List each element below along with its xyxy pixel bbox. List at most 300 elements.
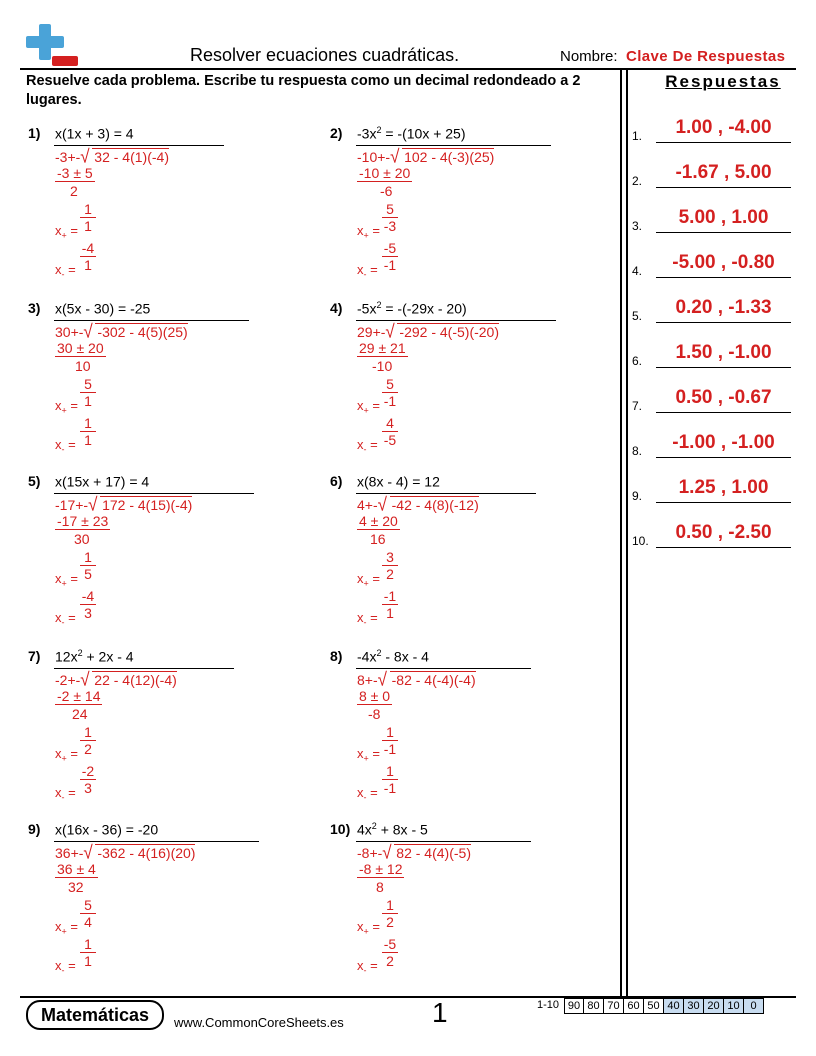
answer-number: 5. [632,309,643,323]
minus-sub: - [61,965,65,976]
numerator-line: 4 ± 20 [359,513,398,529]
problem-equation [55,648,134,665]
x-var: x [357,437,364,452]
quadratic-formula-line [357,322,499,342]
radicand: -42 - 4(8)(-12) [391,497,479,513]
name-value: Clave De Respuestas [626,48,786,65]
problem-number: 5) [28,473,41,489]
sqrt-icon: √ [88,494,98,515]
x-var: x [55,785,62,800]
answer-row [632,205,797,233]
equals-sign: = [64,610,76,625]
equals-sign: = [366,958,378,973]
eq-part: x(8x - 4) = 12 [357,473,440,490]
problem-number: 9) [28,821,41,837]
score-cell: 10 [724,998,744,1014]
numerator-line: -3 ± 5 [57,165,93,181]
answer-row [632,160,797,188]
equals-sign: = [64,958,76,973]
answer-row [632,250,797,278]
x-minus-fraction [80,588,96,621]
equals-sign: = [368,223,380,238]
minus-sub: - [363,792,367,803]
fraction-numerator: 3 [382,549,398,566]
x-plus-label [55,398,78,416]
x-plus-fraction [80,724,96,757]
fraction-numerator: -5 [383,240,397,256]
score-cell: 40 [664,998,684,1014]
answer-line [656,412,791,413]
x-minus-label [357,437,378,455]
plus-sub: + [363,230,369,241]
fraction-numerator: 5 [80,897,96,914]
score-cell: 50 [644,998,664,1014]
brand-badge: Matemáticas [26,1000,164,1030]
fraction-denominator: -1 [383,393,397,409]
problem-number: 2) [330,125,343,141]
radicand: 102 - 4(-3)(25) [404,149,495,165]
eq-part: - 8x - 4 [381,648,429,665]
equals-sign: = [64,262,76,277]
equals-sign: = [66,223,78,238]
equals-sign: = [66,919,78,934]
answer-row [632,340,797,368]
answer-value: 0.50 , -0.67 [675,387,772,408]
quadratic-formula-line [55,495,192,515]
x-minus-label [357,958,378,976]
numerator-line: -8 ± 12 [359,861,403,877]
sqrt-icon: √ [83,842,93,863]
fraction-denominator: 2 [84,741,92,757]
plus-sub: + [363,405,369,416]
equals-sign: = [66,746,78,761]
quadratic-formula-line [55,147,169,167]
problem [28,473,298,648]
quadratic-formula-line [357,495,479,515]
radicand: 172 - 4(15)(-4) [102,497,193,513]
answer-row [632,475,797,503]
fraction-denominator: 3 [84,780,92,796]
answer-row [632,430,797,458]
fraction-denominator: 1 [84,393,92,409]
radicand: -292 - 4(-5)(-20) [399,324,500,340]
score-cell: 20 [704,998,724,1014]
fraction-numerator: 4 [382,415,398,432]
fraction-numerator: -2 [81,763,95,779]
equals-sign: = [66,571,78,586]
answer-line [656,232,791,233]
fraction-numerator: 5 [80,376,96,393]
plus-sub: + [61,230,67,241]
fraction-numerator: 5 [382,201,398,218]
problem [28,821,298,996]
x-var: x [357,398,364,413]
answer-value: -1.67 , 5.00 [675,162,772,183]
column-divider [626,68,628,996]
eq-part: -4x [357,648,377,665]
problem [330,300,600,475]
x-var: x [55,262,62,277]
x-minus-fraction [80,415,96,448]
name-label: Nombre: [560,48,618,65]
minus-sub: - [363,965,367,976]
x-minus-fraction [382,763,398,796]
answer-line [656,277,791,278]
eq-exponent: 2 [376,300,382,310]
equals-sign: = [368,919,380,934]
answer-line [656,457,791,458]
fraction-numerator: 1 [382,724,398,741]
quadratic-formula-line [357,843,471,863]
x-var: x [357,571,364,586]
eq-part: + 2x - 4 [82,648,134,665]
plus-sub: + [363,926,369,937]
answer-line [656,367,791,368]
x-minus-fraction [80,240,96,273]
equation-rule [54,493,254,494]
answer-value: 1.25 , 1.00 [678,477,769,498]
problem-equation [55,821,158,838]
x-plus-fraction [80,376,96,409]
x-var: x [55,610,62,625]
answer-value: 1.50 , -1.00 [675,342,772,363]
denominator-line: -6 [380,183,393,199]
x-minus-label [55,958,76,976]
eq-exponent: 2 [376,125,382,135]
numerator-line: -2 ± 14 [57,688,101,704]
plus-sub: + [61,578,67,589]
answer-line [656,142,791,143]
problem-equation [357,821,428,838]
equals-sign: = [368,746,380,761]
x-plus-fraction [80,549,96,582]
fraction-numerator: -5 [383,936,397,952]
answer-number: 8. [632,444,643,458]
problem-equation [55,473,149,490]
problem-equation [357,125,466,142]
minus-sub: - [363,444,367,455]
x-var: x [357,919,364,934]
x-plus-fraction [382,549,398,582]
x-var: x [357,958,364,973]
problem-equation [357,648,429,665]
numerator-line: 36 ± 4 [57,861,96,877]
equals-sign: = [64,437,76,452]
fraction-denominator: -1 [383,780,397,796]
answer-line [656,187,791,188]
answer-value: -1.00 , -1.00 [672,432,775,453]
eq-part: x(1x + 3) = 4 [55,125,134,142]
numerator-line: -17 ± 23 [57,513,109,529]
problem-equation [55,125,134,142]
score-cell: 30 [684,998,704,1014]
x-minus-label [55,610,76,628]
fraction-numerator: -4 [81,240,95,256]
answer-number: 4. [632,264,643,278]
answer-row [632,520,797,548]
problem-number: 3) [28,300,41,316]
site-url: www.CommonCoreSheets.es [174,1015,344,1030]
x-var: x [55,919,62,934]
quadratic-formula-line [55,670,177,690]
score-cell: 60 [624,998,644,1014]
plus-sub: + [61,405,67,416]
x-plus-label [357,398,380,416]
answer-number: 1. [632,129,643,143]
quadratic-formula-line [357,147,494,167]
radicand: 82 - 4(4)(-5) [396,845,471,861]
eq-exponent: 2 [371,821,377,831]
fraction-denominator: 2 [386,953,394,969]
x-var: x [55,746,62,761]
answer-number: 2. [632,174,643,188]
radicand: 32 - 4(1)(-4) [94,149,169,165]
x-minus-fraction [382,588,398,621]
fraction-numerator: 1 [80,549,96,566]
x-plus-fraction [80,897,96,930]
equals-sign: = [368,398,380,413]
minus-sub: - [61,444,65,455]
answer-value: 5.00 , 1.00 [678,207,769,228]
equals-sign: = [366,785,378,800]
eq-part: 12x [55,648,78,665]
sqrt-icon: √ [83,321,93,342]
x-minus-label [55,437,76,455]
formula-prefix: 29+- [357,324,386,340]
problem-number: 10) [330,821,351,837]
fraction-denominator: 3 [84,605,92,621]
score-cell: 80 [584,998,604,1014]
score-table [532,998,764,1014]
sqrt-icon: √ [385,321,395,342]
problem-number: 8) [330,648,343,664]
fraction-denominator: 1 [84,218,92,234]
problem-number: 6) [330,473,343,489]
x-var: x [55,223,62,238]
equals-sign: = [64,785,76,800]
x-minus-fraction [80,763,96,796]
x-minus-label [357,785,378,803]
answer-value: -5.00 , -0.80 [672,252,775,273]
eq-part: x(5x - 30) = -25 [55,300,151,317]
score-cell: 70 [604,998,624,1014]
x-minus-fraction [382,240,398,273]
numerator-line: 29 ± 21 [359,340,406,356]
formula-prefix: -17+- [55,497,89,513]
problem-number: 7) [28,648,41,664]
minus-sub: - [363,617,367,628]
x-var: x [357,223,364,238]
x-plus-fraction [80,201,96,234]
denominator-line: -8 [368,706,381,722]
answer-value: 0.20 , -1.33 [675,297,772,318]
fraction-denominator: 2 [386,914,394,930]
radicand: -82 - 4(-4)(-4) [391,672,476,688]
answer-value: 0.50 , -2.50 [675,522,772,543]
fraction-denominator: 1 [84,432,92,448]
x-plus-label [55,223,78,241]
denominator-line: 2 [70,183,78,199]
fraction-numerator: 1 [80,415,96,432]
quadratic-formula-line [357,670,476,690]
equals-sign: = [366,610,378,625]
eq-part: x(16x - 36) = -20 [55,821,159,838]
problem [330,821,600,996]
fraction-numerator: 1 [382,763,398,780]
answer-line [656,547,791,548]
page-number: 1 [432,997,448,1028]
answer-number: 7. [632,399,643,413]
score-cell: 90 [564,998,584,1014]
answer-line [656,502,791,503]
denominator-line: 8 [376,879,384,895]
eq-part: -5x [357,300,377,317]
fraction-numerator: 1 [80,724,96,741]
plus-sub: + [363,753,369,764]
formula-prefix: 30+- [55,324,84,340]
minus-sub: - [61,792,65,803]
answers-title: Respuestas [665,72,781,91]
formula-prefix: -8+- [357,845,383,861]
fraction-denominator: 4 [84,914,92,930]
answer-value: 1.00 , -4.00 [675,117,772,138]
fraction-denominator: 1 [84,953,92,969]
fraction-denominator: -1 [383,257,397,273]
formula-prefix: 8+- [357,672,378,688]
sqrt-icon: √ [377,669,387,690]
plus-sub: + [61,753,67,764]
problem-equation [357,473,440,490]
denominator-line: -10 [372,358,393,374]
eq-exponent: 2 [77,648,83,658]
x-var: x [357,746,364,761]
x-plus-fraction [382,724,398,757]
answer-number: 6. [632,354,643,368]
x-minus-label [55,262,76,280]
problem [330,648,600,823]
worksheet-title: Resolver ecuaciones cuadráticas. [190,45,460,65]
answer-number: 9. [632,489,643,503]
equals-sign: = [368,571,380,586]
sqrt-icon: √ [80,146,90,167]
score-cell: 0 [744,998,764,1014]
radicand: -362 - 4(16)(20) [97,845,196,861]
answer-row [632,295,797,323]
answer-line [656,322,791,323]
column-divider [620,68,622,996]
plus-sub: + [61,926,67,937]
x-plus-label [357,223,380,241]
x-plus-fraction [382,376,398,409]
numerator-line: -10 ± 20 [359,165,411,181]
denominator-line: 30 [74,531,90,547]
x-var: x [55,571,62,586]
eq-part: x(15x + 17) = 4 [55,473,150,490]
eq-exponent: 2 [376,648,382,658]
x-var: x [357,262,364,277]
x-plus-fraction [382,897,398,930]
x-minus-label [55,785,76,803]
fraction-denominator: 1 [386,605,394,621]
denominator-line: 10 [75,358,91,374]
x-plus-label [357,571,380,589]
eq-part: + 8x - 5 [376,821,428,838]
problem [28,300,298,475]
eq-part: 4x [357,821,372,838]
fraction-numerator: -1 [383,588,397,604]
problem [28,125,298,300]
fraction-denominator: -5 [383,432,397,448]
plus-sub: + [363,578,369,589]
numerator-line: 8 ± 0 [359,688,391,704]
fraction-numerator: 1 [80,936,96,953]
x-plus-label [357,919,380,937]
sqrt-icon: √ [382,842,392,863]
denominator-line: 32 [68,879,84,895]
fraction-numerator: 1 [80,201,96,218]
formula-prefix: -2+- [55,672,81,688]
x-plus-label [55,571,78,589]
answer-row [632,385,797,413]
x-var: x [55,958,62,973]
minus-sub: - [61,617,65,628]
problem-equation [55,300,150,317]
eq-part: = -(10x + 25) [381,125,466,142]
formula-prefix: -10+- [357,149,391,165]
x-var: x [55,437,62,452]
formula-prefix: -3+- [55,149,81,165]
x-minus-fraction [382,415,398,448]
problem-number: 4) [330,300,343,316]
answer-row [632,115,797,143]
instructions: Resuelve cada problema. Escribe tu respuesta como un decimal redondeado a 2 lugares. [26,73,581,108]
x-var: x [357,610,364,625]
problem [28,648,298,823]
x-minus-fraction [80,936,96,969]
eq-part: = -(-29x - 20) [381,300,467,317]
radicand: -302 - 4(5)(25) [97,324,188,340]
plus-minus-logo-icon [22,22,82,70]
equation-rule [356,145,551,146]
score-range-label: 1-10 [536,999,560,1011]
x-plus-fraction [382,201,398,234]
quadratic-formula-line [55,322,188,342]
fraction-denominator: -1 [383,741,397,757]
equals-sign: = [366,262,378,277]
equals-sign: = [366,437,378,452]
x-plus-label [55,919,78,937]
x-minus-label [357,262,378,280]
minus-sub: - [363,269,367,280]
problem-equation [357,300,467,317]
x-minus-fraction [382,936,398,969]
x-var: x [55,398,62,413]
numerator-line: 30 ± 20 [57,340,104,356]
formula-prefix: 36+- [55,845,84,861]
x-plus-label [55,746,78,764]
sqrt-icon: √ [80,669,90,690]
fraction-numerator: -4 [81,588,95,604]
fraction-denominator: -3 [383,218,397,234]
minus-sub: - [61,269,65,280]
sqrt-icon: √ [390,146,400,167]
problem-number: 1) [28,125,41,141]
answer-number: 3. [632,219,643,233]
top-divider [20,68,796,70]
answer-number: 10. [632,534,649,548]
problem [330,473,600,648]
fraction-numerator: 1 [382,897,398,914]
